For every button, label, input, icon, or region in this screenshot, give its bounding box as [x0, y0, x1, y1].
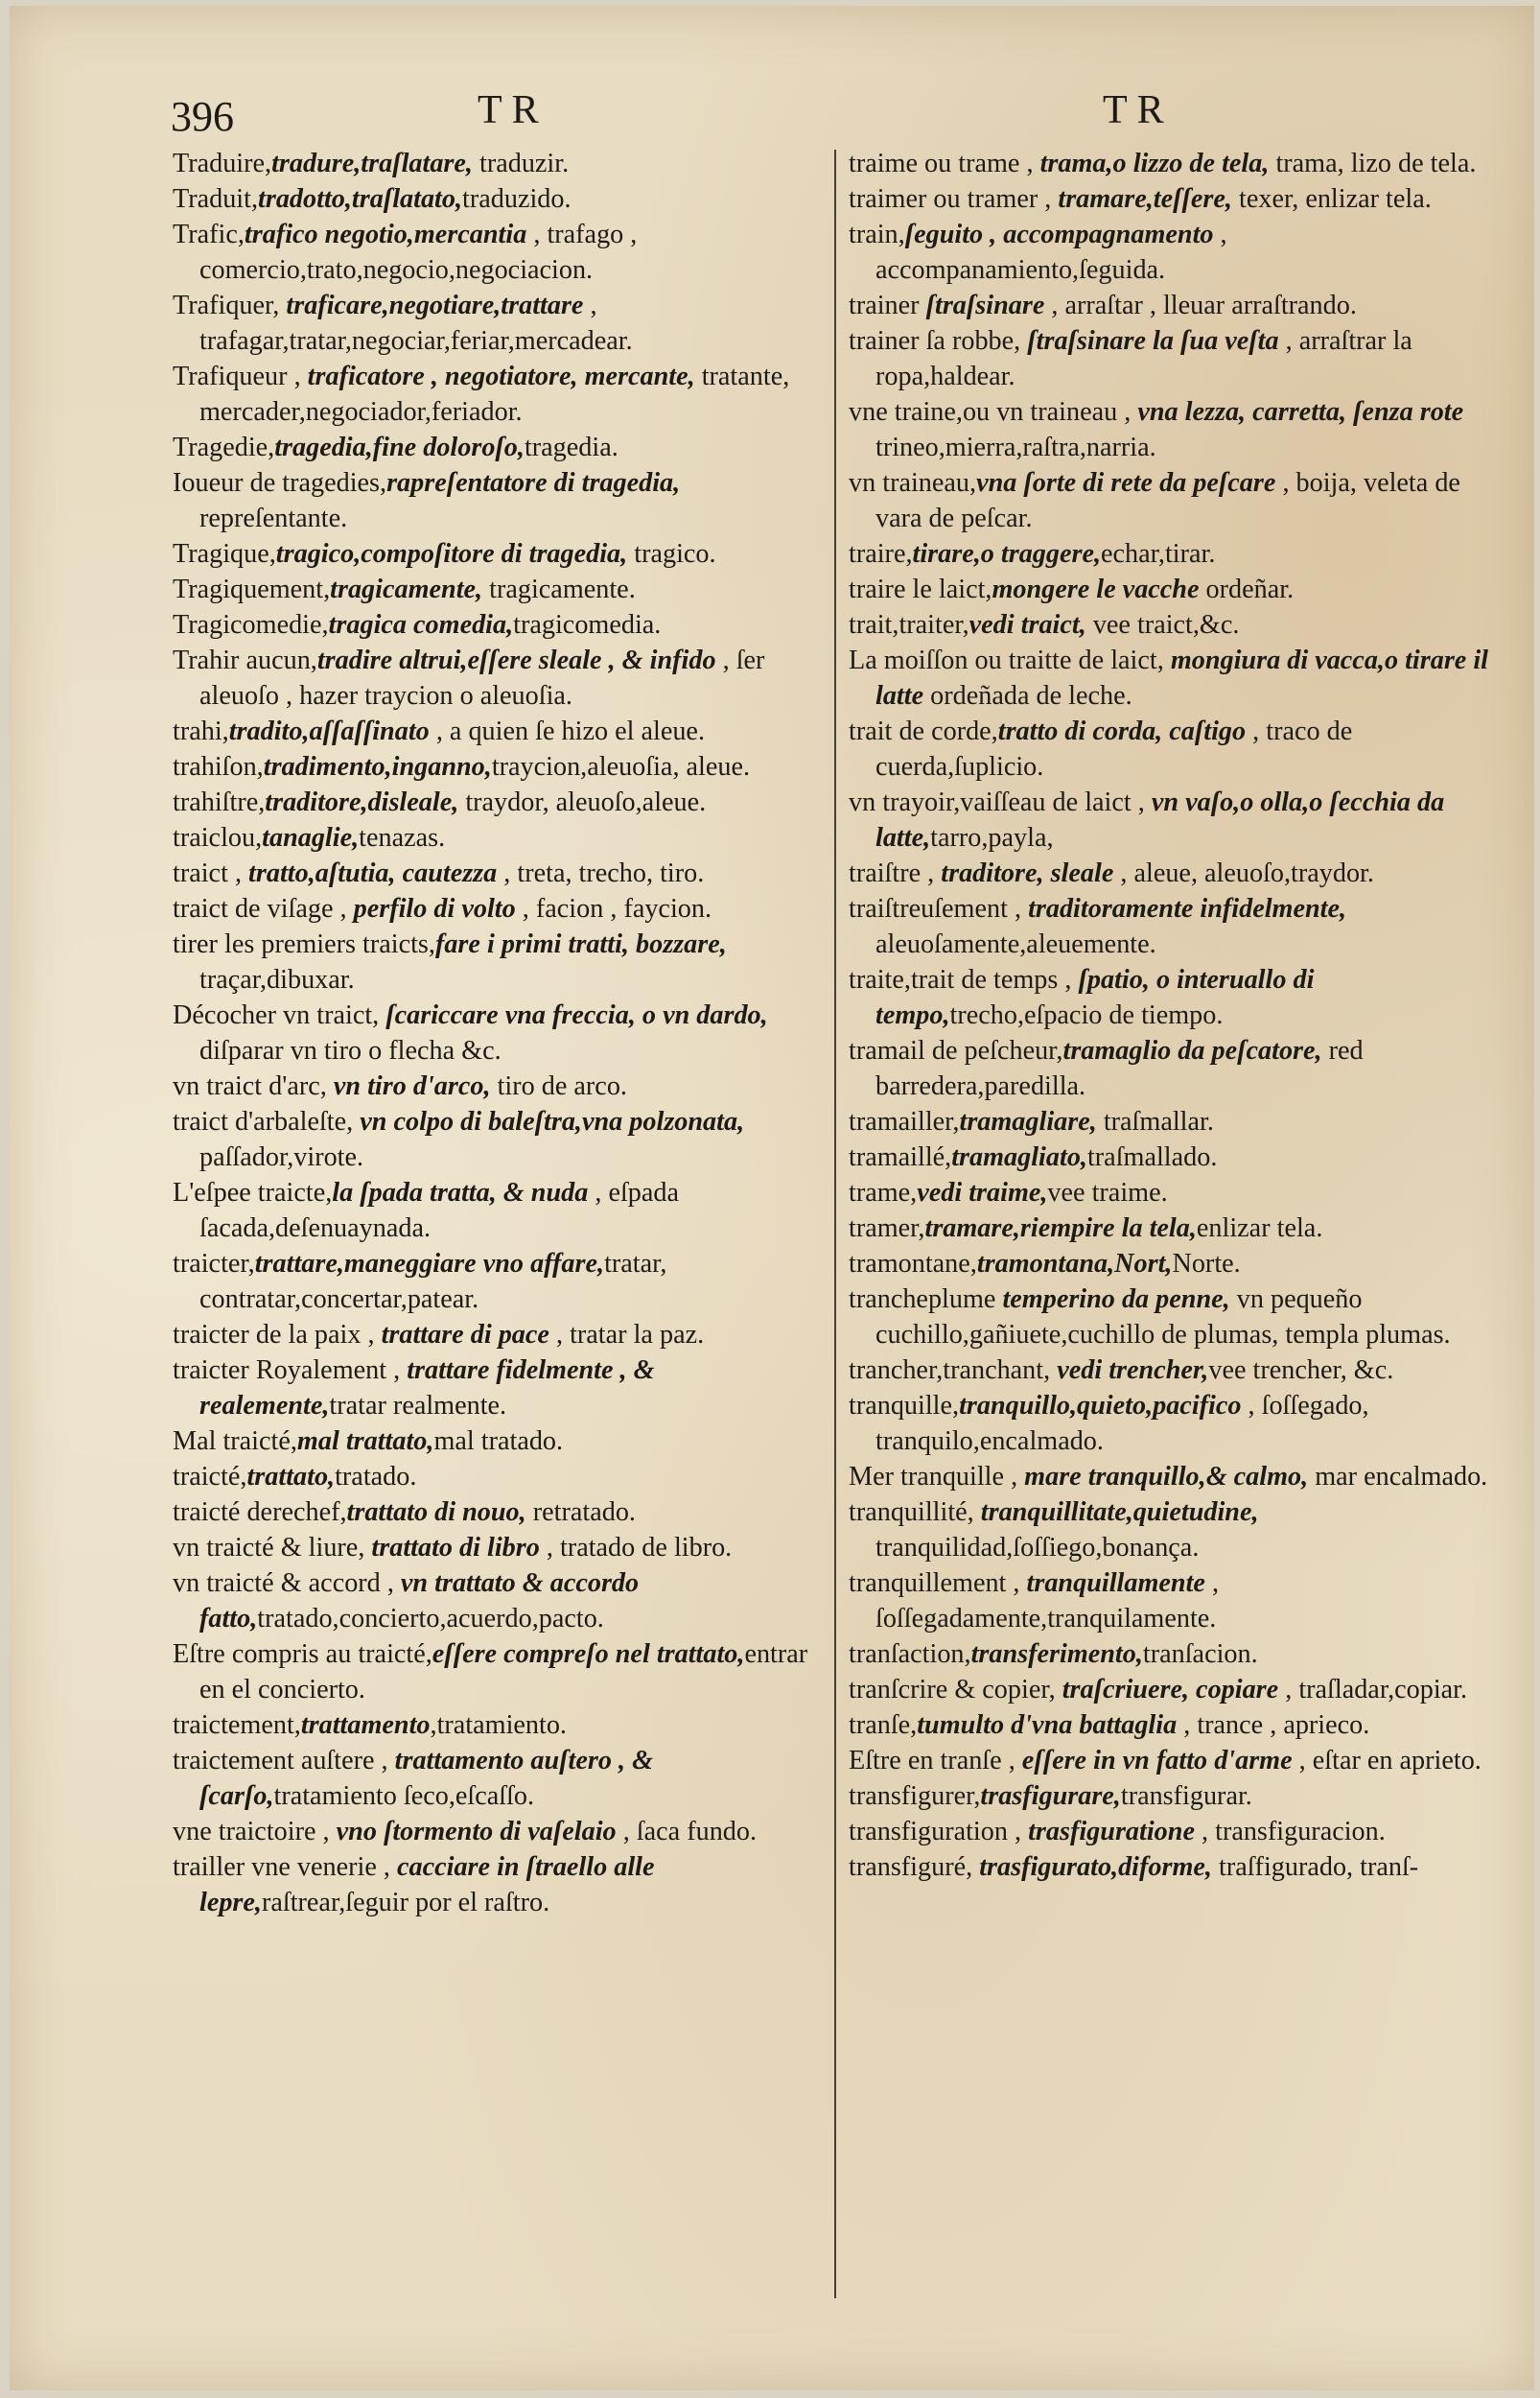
italian-translation: trasfigurare, — [980, 1781, 1121, 1811]
italian-translation: vn vaſo,o olla,o ſecchia da latte, — [875, 788, 1445, 853]
dictionary-entry — [173, 891, 821, 927]
italian-translation: trama,o lizzo de tela, — [1039, 149, 1270, 178]
dictionary-entry — [849, 465, 1501, 536]
italian-translation: eſſere compreſo nel trattato, — [432, 1639, 745, 1669]
spanish-translation: traduzir. — [472, 149, 570, 178]
dictionary-entry — [173, 1494, 821, 1530]
italian-translation: trattare di pace — [381, 1320, 549, 1350]
italian-translation: fare i primi tratti, bozzare, — [434, 929, 727, 959]
french-headword: traict d'arbaleſte, — [173, 1107, 361, 1137]
spanish-translation: tranquilidad,ſoſſiego,bonança. — [875, 1533, 1200, 1563]
dictionary-entry — [173, 288, 821, 359]
italian-translation: temperino da penne, — [1002, 1284, 1230, 1314]
spanish-translation: diſparar vn tiro o flecha &c. — [199, 1036, 502, 1066]
italian-translation: tramare,riempire la tela, — [924, 1213, 1197, 1243]
italian-translation: rapreſentatore di tragedia, — [386, 468, 681, 498]
italian-translation: tanaglie, — [262, 823, 360, 853]
dictionary-entry — [849, 1033, 1501, 1104]
dictionary-page — [10, 6, 1534, 2390]
dictionary-entry — [173, 785, 821, 820]
italian-translation: vn tiro d'arco, — [333, 1071, 491, 1101]
spanish-translation: traduzido. — [462, 184, 572, 214]
dictionary-entry — [173, 714, 821, 749]
spanish-translation: echar,tirar. — [1101, 539, 1216, 569]
french-headword: Ioueur de tragedies, — [173, 468, 387, 498]
french-headword: trait,traiter, — [849, 610, 969, 640]
dictionary-entry — [849, 1814, 1501, 1849]
french-headword: tranquillité, — [849, 1497, 981, 1527]
spanish-translation: , arraſtrar la ropa,haldear. — [875, 326, 1412, 391]
dictionary-entry — [849, 394, 1501, 465]
italian-translation: tramontana,Nort, — [976, 1249, 1173, 1279]
italian-translation: trattato, — [246, 1462, 336, 1492]
spanish-translation: tenazas. — [359, 823, 446, 853]
french-headword: tirer les premiers traicts, — [173, 929, 435, 959]
french-headword: L'eſpee traicte, — [173, 1178, 333, 1208]
french-headword: Trafic, — [173, 220, 245, 249]
spanish-translation: , treta, trecho, tiro. — [497, 858, 705, 888]
dictionary-entry — [849, 1849, 1501, 1885]
french-headword: traict , — [173, 858, 249, 888]
dictionary-entry — [849, 607, 1501, 643]
french-headword: tranquille, — [849, 1391, 960, 1421]
italian-translation: tramagliare, — [959, 1107, 1097, 1137]
spanish-translation: mar encalmado. — [1308, 1462, 1488, 1492]
italian-translation: eſſere in vn fatto d'arme — [1021, 1746, 1293, 1775]
french-headword: trancheplume — [849, 1284, 1003, 1314]
spanish-translation: texer, enlizar tela. — [1231, 184, 1432, 214]
french-headword: traictement auſtere , — [173, 1746, 395, 1775]
dictionary-entry — [849, 643, 1501, 714]
dictionary-entry — [173, 1352, 821, 1423]
dictionary-entry — [849, 536, 1501, 572]
french-headword: Mer tranquille , — [849, 1462, 1025, 1492]
french-headword: train, — [849, 220, 905, 249]
dictionary-entry — [849, 146, 1501, 181]
spanish-translation: trineo,mierra,raſtra,narria. — [875, 433, 1156, 462]
dictionary-entry — [849, 1459, 1501, 1494]
italian-translation: cacciare in ſtraello alle lepre, — [199, 1852, 655, 1917]
french-headword: tramail de peſcheur, — [849, 1036, 1063, 1066]
dictionary-entry — [173, 1175, 821, 1246]
dictionary-entry — [173, 1849, 821, 1920]
french-headword: tranquillement , — [849, 1568, 1027, 1598]
french-headword: traicter, — [173, 1249, 255, 1279]
spanish-translation: , boija, veleta de vara de peſcar. — [875, 468, 1460, 533]
italian-translation: tranquillo,quieto,pacifico — [959, 1391, 1242, 1421]
italian-translation: la ſpada tratta, & nuda — [332, 1178, 589, 1208]
dictionary-entry — [173, 1459, 821, 1494]
dictionary-entry — [849, 1707, 1501, 1743]
italian-translation: vedi traict, — [968, 610, 1086, 640]
dictionary-entry — [849, 1175, 1501, 1211]
dictionary-entry — [173, 927, 821, 998]
dictionary-entry — [849, 714, 1501, 785]
italian-translation: vna lezza, carretta, ſenza rote — [1137, 397, 1464, 427]
spanish-translation: tratante, mercader,negociador,feriador. — [199, 362, 790, 427]
french-headword: Eſtre compris au traicté, — [173, 1639, 432, 1669]
running-header-right: TR — [1103, 88, 1174, 132]
italian-translation: tradire altrui,eſſere sleale , & infido — [316, 646, 716, 675]
italian-translation: ſtraſsinare — [925, 291, 1045, 320]
italian-translation: tragicamente, — [330, 575, 483, 604]
dictionary-entry — [173, 749, 821, 785]
french-headword: Tragedie, — [173, 433, 275, 462]
french-headword: traiſtre , — [849, 858, 942, 888]
spanish-translation: tratado. — [335, 1462, 417, 1492]
spanish-translation: , eſtar en aprieto. — [1292, 1746, 1482, 1775]
french-headword: vn trayoir,vaiſſeau de laict , — [849, 788, 1152, 817]
spanish-translation: , trance , aprieco. — [1177, 1710, 1370, 1740]
spanish-translation: traçar,dibuxar. — [199, 965, 355, 995]
italian-translation: trattato di nouo, — [346, 1497, 526, 1527]
left-column — [173, 146, 821, 1920]
spanish-translation: traſmallar. — [1096, 1107, 1214, 1137]
spanish-translation: tratar, contratar,concertar,patear. — [199, 1249, 667, 1314]
french-headword: Tragique, — [173, 539, 276, 569]
italian-translation: tramaglio da peſcatore, — [1062, 1036, 1322, 1066]
french-headword: trame, — [849, 1178, 918, 1208]
italian-translation: ſcariccare vna freccia, o vn dardo, — [385, 1000, 768, 1030]
dictionary-entry — [173, 643, 821, 714]
spanish-translation: paſſador,virote. — [199, 1142, 364, 1172]
dictionary-entry — [849, 1352, 1501, 1388]
spanish-translation: , accompanamiento,ſeguida. — [875, 220, 1227, 285]
spanish-translation: , eſpada ſacada,deſenuaynada. — [199, 1178, 680, 1243]
french-headword: tranſaction, — [849, 1639, 971, 1669]
spanish-translation: trama, lizo de tela. — [1269, 149, 1477, 178]
dictionary-entry — [173, 181, 821, 217]
italian-translation: tradotto,traſlatato, — [258, 184, 463, 214]
italian-translation: vn trattato & accordo fatto, — [199, 1568, 640, 1634]
spanish-translation: , traco de cuerda,ſuplicio. — [875, 717, 1353, 782]
spanish-translation: , facion , faycion. — [515, 894, 712, 924]
french-headword: Mal traicté, — [173, 1426, 297, 1456]
spanish-translation: , trafagar,tratar,negociar,feriar,mercadear. — [199, 291, 633, 356]
french-headword: traicter de la paix , — [173, 1320, 382, 1350]
spanish-translation: tratamiento ſeco,eſcaſſo. — [273, 1781, 535, 1811]
italian-translation: perfilo di volto — [353, 894, 516, 924]
french-headword: traiſtreuſement , — [849, 894, 1029, 924]
french-headword: trait de corde, — [849, 717, 998, 746]
spanish-translation: tragico. — [627, 539, 716, 569]
dictionary-entry — [173, 359, 821, 430]
spanish-translation: , tratado de libro. — [539, 1533, 733, 1563]
dictionary-entry — [849, 1743, 1501, 1778]
italian-translation: mongere le vacche — [992, 575, 1200, 604]
italian-translation: mal trattato, — [296, 1426, 434, 1456]
italian-translation: trasfigurato,diforme, — [979, 1852, 1212, 1882]
dictionary-entry — [849, 1494, 1501, 1565]
dictionary-entry — [173, 1530, 821, 1565]
italian-translation: tumulto d'vna battaglia — [917, 1710, 1178, 1740]
dictionary-entry — [849, 1281, 1501, 1352]
dictionary-entry — [849, 891, 1501, 962]
right-column — [849, 146, 1501, 1885]
dictionary-entry — [173, 536, 821, 572]
french-headword: traicter Royalement , — [173, 1355, 408, 1385]
spanish-translation: tarro,payla, — [930, 823, 1054, 853]
french-headword: tramailler, — [849, 1107, 960, 1137]
french-headword: trainer ſa robbe, — [849, 326, 1028, 356]
dictionary-entry — [849, 181, 1501, 217]
italian-translation: tradure,traſlatare, — [271, 149, 473, 178]
italian-translation: traditore, sleale — [941, 858, 1114, 888]
french-headword: vn traicté & accord , — [173, 1568, 401, 1598]
french-headword: vn traineau, — [849, 468, 977, 498]
french-headword: trahiſtre, — [173, 788, 266, 817]
french-headword: trahiſon, — [173, 752, 264, 782]
italian-translation: tragico,compoſitore di tragedia, — [275, 539, 628, 569]
italian-translation: traficatore , negotiatore, mercante, — [307, 362, 695, 391]
spanish-translation: , transfiguracion. — [1194, 1817, 1386, 1846]
dictionary-entry — [173, 1707, 821, 1743]
spanish-translation: , ſer aleuoſo , hazer traycion o aleuoſia. — [199, 646, 765, 711]
french-headword: tramontane, — [849, 1249, 977, 1279]
italian-translation: trattamento — [300, 1710, 431, 1740]
spanish-translation: , ſaca fundo. — [616, 1817, 758, 1846]
spanish-translation: tragedia. — [524, 433, 618, 462]
dictionary-entry — [849, 1211, 1501, 1246]
spanish-translation: tratado,concierto,acuerdo,pacto. — [257, 1604, 604, 1634]
italian-translation: tramare,teſſere, — [1058, 184, 1232, 214]
french-headword: transfiguration , — [849, 1817, 1029, 1846]
italian-translation: vna ſorte di rete da peſcare — [976, 468, 1276, 498]
spanish-translation: ordeñada de leche. — [923, 681, 1132, 711]
dictionary-entry — [173, 465, 821, 536]
dictionary-entry — [173, 146, 821, 181]
dictionary-entry — [173, 217, 821, 288]
spanish-translation: tragicamente. — [482, 575, 636, 604]
french-headword: Trahir aucun, — [173, 646, 317, 675]
spanish-translation: ,tratamiento. — [430, 1710, 567, 1740]
french-headword: traite,trait de temps , — [849, 965, 1079, 995]
french-headword: tramaillé, — [849, 1142, 952, 1172]
french-headword: traictement, — [173, 1710, 301, 1740]
french-headword: La moiſſon ou traitte de laict, — [849, 646, 1171, 675]
french-headword: Trafiqueur , — [173, 362, 308, 391]
dictionary-entry — [849, 1672, 1501, 1707]
spanish-translation: entrar en el concierto. — [199, 1639, 808, 1704]
spanish-translation: , aleue, aleuoſo,traydor. — [1113, 858, 1374, 888]
spanish-translation: red barredera,paredilla. — [875, 1036, 1364, 1101]
dictionary-entry — [173, 1069, 821, 1104]
italian-translation: traficare,negotiare,trattare — [286, 291, 584, 320]
dictionary-entry — [173, 430, 821, 465]
italian-translation: tradito,aſſaſſinato — [228, 717, 430, 746]
spanish-translation: , tratar la paz. — [548, 1320, 705, 1350]
italian-translation: traditoramente infidelmente, — [1028, 894, 1347, 924]
italian-translation: tragica comedia, — [328, 610, 514, 640]
italian-translation: tranquillitate,quietudine, — [980, 1497, 1259, 1527]
spanish-translation: , traſladar,copiar. — [1278, 1675, 1468, 1704]
spanish-translation: , ſoſſegadamente,tranquilamente. — [875, 1568, 1220, 1634]
spanish-translation: tragicomedia. — [513, 610, 662, 640]
spanish-translation: repreſentante. — [199, 504, 348, 533]
french-headword: tramer, — [849, 1213, 925, 1243]
french-headword: tranſcrire & copier, — [849, 1675, 1062, 1704]
italian-translation: vn colpo di baleſtra,vna polzonata, — [360, 1107, 745, 1137]
italian-translation: tratto,aſtutia, cautezza — [248, 858, 498, 888]
spanish-translation: vee trencher, &c. — [1208, 1355, 1394, 1385]
italian-translation: tramagliato, — [951, 1142, 1087, 1172]
dictionary-entry — [849, 856, 1501, 891]
dictionary-entry — [849, 572, 1501, 607]
dictionary-entry — [173, 1743, 821, 1814]
french-headword: traimer ou tramer , — [849, 184, 1059, 214]
spanish-translation: vn pequeño cuchillo,gañiuete,cuchillo de plumas, templa plumas. — [875, 1284, 1451, 1350]
italian-translation: tragedia,fine doloroſo, — [274, 433, 525, 462]
french-headword: transfigurer, — [849, 1781, 981, 1811]
dictionary-entry — [173, 1104, 821, 1175]
italian-translation: ſtraſsinare la ſua veſta — [1027, 326, 1279, 356]
spanish-translation: trecho,eſpacio de tiempo. — [949, 1000, 1224, 1030]
french-headword: traiclou, — [173, 823, 263, 853]
dictionary-entry — [173, 1317, 821, 1352]
french-headword: vn traict d'arc, — [173, 1071, 334, 1101]
italian-translation: tranquillamente — [1026, 1568, 1205, 1598]
french-headword: traict de viſage , — [173, 894, 354, 924]
spanish-translation: tranſacion. — [1142, 1639, 1258, 1669]
french-headword: trainer — [849, 291, 926, 320]
page-number: 396 — [171, 93, 234, 140]
dictionary-entry — [849, 962, 1501, 1033]
dictionary-entry — [173, 1246, 821, 1317]
italian-translation: trattare,maneggiare vno affare, — [254, 1249, 605, 1279]
italian-translation: mongiura di vacca,o tirare il latte — [875, 646, 1489, 711]
french-headword: trailler vne venerie , — [173, 1852, 397, 1882]
dictionary-entry — [849, 217, 1501, 288]
italian-translation: vno ſtormento di vaſelaio — [336, 1817, 617, 1846]
italian-translation: trasfiguratione — [1028, 1817, 1195, 1846]
italian-translation: trattato di libro — [371, 1533, 540, 1563]
dictionary-entry — [173, 1636, 821, 1707]
italian-translation: vedi traime, — [917, 1178, 1048, 1208]
french-headword: traire, — [849, 539, 913, 569]
dictionary-entry — [849, 1778, 1501, 1814]
french-headword: transfiguré, — [849, 1852, 980, 1882]
spanish-translation: , arraſtar , lleuar arraſtrando. — [1044, 291, 1357, 320]
dictionary-entry — [173, 856, 821, 891]
dictionary-entry — [849, 785, 1501, 856]
spanish-translation: raſtrear,ſeguir por el raſtro. — [261, 1888, 550, 1917]
dictionary-entry — [849, 1636, 1501, 1672]
spanish-translation: tratar realmente. — [329, 1391, 507, 1421]
dictionary-entry — [173, 1423, 821, 1459]
dictionary-entry — [849, 1246, 1501, 1281]
french-headword: vne traictoire , — [173, 1817, 337, 1846]
italian-translation: ſpatio, o interuallo di tempo, — [875, 965, 1315, 1030]
french-headword: Eſtre en tranſe , — [849, 1746, 1022, 1775]
spanish-translation: mal tratado. — [433, 1426, 564, 1456]
dictionary-entry — [173, 607, 821, 643]
italian-translation: trattamento auſtero , & ſcarſo, — [199, 1746, 654, 1811]
italian-translation: tradimento,inganno, — [263, 752, 492, 782]
italian-translation: traditore,disleale, — [265, 788, 459, 817]
french-headword: Traduire, — [173, 149, 272, 178]
dictionary-entry — [849, 1104, 1501, 1140]
italian-translation: ſeguito , accompagnamento — [904, 220, 1214, 249]
spanish-translation: vee traict,&c. — [1085, 610, 1240, 640]
spanish-translation: traydor, aleuoſo,aleue. — [458, 788, 707, 817]
spanish-translation: transfigurar. — [1120, 1781, 1252, 1811]
spanish-translation: vee traime. — [1047, 1178, 1168, 1208]
italian-translation: transferimento, — [970, 1639, 1143, 1669]
spanish-translation: , ſoſſegado, tranquilo,encalmado. — [875, 1391, 1369, 1456]
french-headword: trancher,tranchant, — [849, 1355, 1058, 1385]
french-headword: Trafiquer, — [173, 291, 287, 320]
spanish-translation: traſmallado. — [1086, 1142, 1218, 1172]
dictionary-entry — [849, 323, 1501, 394]
spanish-translation: traycion,aleuoſia, aleue. — [491, 752, 751, 782]
french-headword: trahi, — [173, 717, 229, 746]
running-header-left: TR — [478, 88, 548, 132]
dictionary-entry — [849, 1140, 1501, 1175]
french-headword: Décocher vn traict, — [173, 1000, 386, 1030]
italian-translation: trattare fidelmente , & realemente, — [199, 1355, 655, 1421]
dictionary-entry — [173, 1565, 821, 1636]
dictionary-entry — [173, 820, 821, 856]
spanish-translation: ordeñar. — [1199, 575, 1295, 604]
spanish-translation: tiro de arco. — [490, 1071, 627, 1101]
french-headword: Tragiquement, — [173, 575, 331, 604]
spanish-translation: traſfigurado, tranſ- — [1211, 1852, 1419, 1882]
french-headword: Tragicomedie, — [173, 610, 329, 640]
spanish-translation: aleuoſamente,aleuemente. — [875, 929, 1156, 959]
dictionary-entry — [849, 1565, 1501, 1636]
dictionary-entry — [173, 998, 821, 1069]
italian-translation: vedi trencher, — [1057, 1355, 1209, 1385]
french-headword: tranſe, — [849, 1710, 918, 1740]
italian-translation: tratto di corda, caſtigo — [997, 717, 1247, 746]
french-headword: traire le laict, — [849, 575, 992, 604]
french-headword: traicté, — [173, 1462, 247, 1492]
french-headword: vn traicté & liure, — [173, 1533, 372, 1563]
spanish-translation: enlizar tela. — [1196, 1213, 1323, 1243]
dictionary-entry — [849, 288, 1501, 323]
italian-translation: trafico negotio,mercantia — [244, 220, 527, 249]
spanish-translation: , trafago , comercio,trato,negocio,negociacion. — [199, 220, 638, 285]
italian-translation: mare tranquillo,& calmo, — [1024, 1462, 1309, 1492]
italian-translation: tirare,o traggere, — [912, 539, 1102, 569]
dictionary-entry — [173, 572, 821, 607]
spanish-translation: retratado. — [525, 1497, 636, 1527]
french-headword: vne traine,ou vn traineau , — [849, 397, 1138, 427]
french-headword: traicté derechef, — [173, 1497, 347, 1527]
italian-translation: traſcriuere, copiare — [1062, 1675, 1279, 1704]
french-headword: Traduit, — [173, 184, 259, 214]
dictionary-entry — [849, 1388, 1501, 1459]
french-headword: traime ou trame , — [849, 149, 1040, 178]
spanish-translation: , a quien ſe hizo el aleue. — [429, 717, 705, 746]
dictionary-entry — [173, 1814, 821, 1849]
spanish-translation: Norte. — [1172, 1249, 1241, 1279]
column-divider — [834, 150, 836, 2298]
